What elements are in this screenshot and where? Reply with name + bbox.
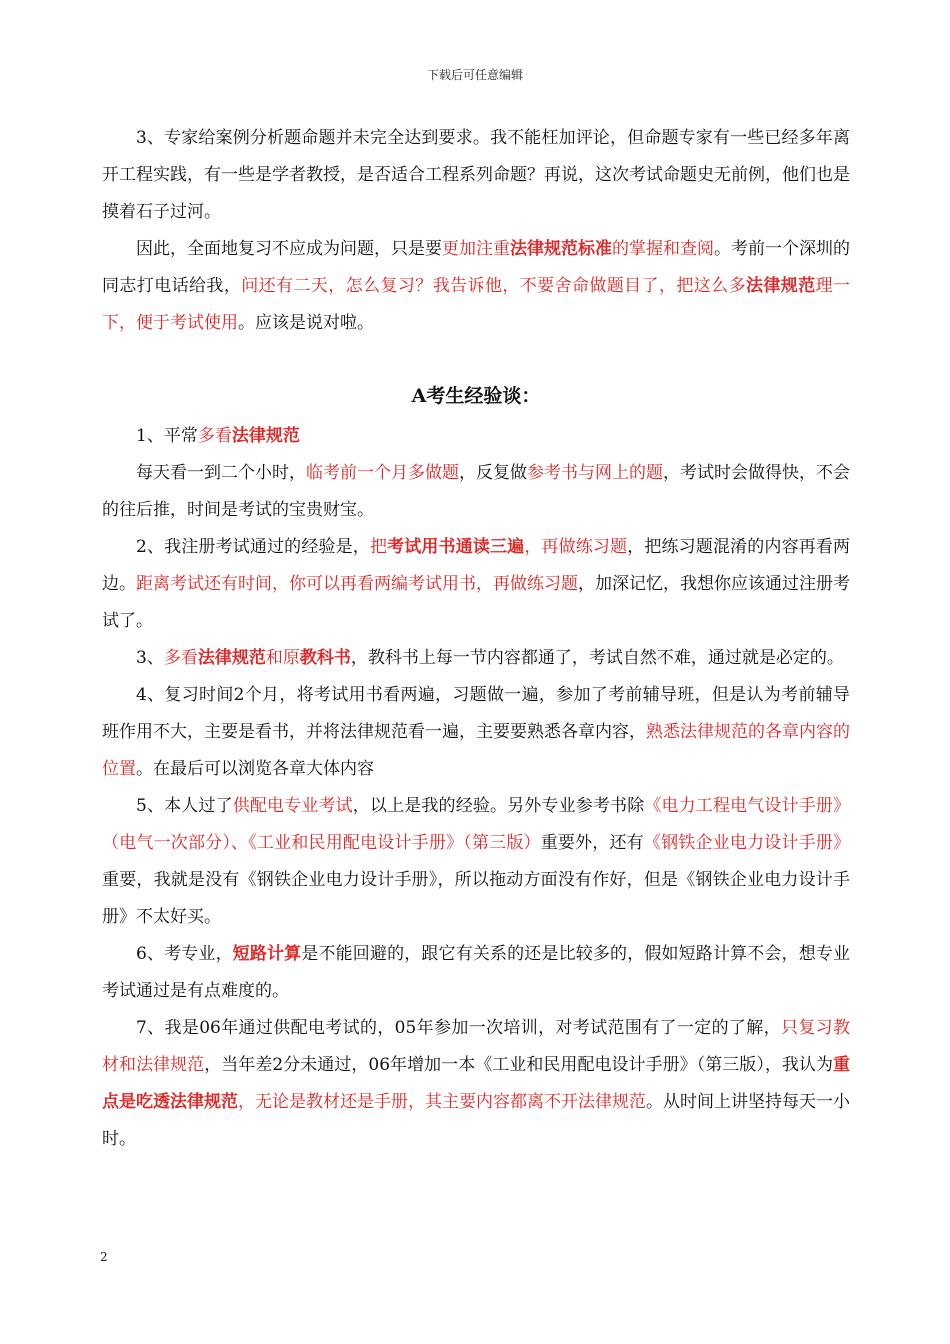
emphasis-text: 问还有二天，怎么复习？我告诉他，不要舍命做题目了，把这么多 <box>241 276 746 296</box>
text-run: ，反复做 <box>459 463 527 483</box>
emphasis-text: 多看 <box>163 648 198 668</box>
text-run: 因此，全面地复习不应成为问题，只是要 <box>136 239 442 259</box>
text-run: 5、本人过了 <box>136 796 233 816</box>
text-run: 6、考专业， <box>136 944 233 964</box>
paragraph <box>102 120 850 231</box>
emphasis-text: 理一下，便于考试使用 <box>102 276 851 333</box>
text-run: 重要外，还有 <box>540 833 644 853</box>
text-run: ，教科书上每一节内容都通了，考试自然不难，通过就是必定的。 <box>350 648 844 668</box>
text-run: 。在最后可以浏览各章大体内容 <box>136 759 374 779</box>
text-run: 4、复习时间2个月，将考试用书看两遍，习题做一遍，参加了考前辅导班，但是认为考前辅导班作用不大，主要是看书，并将法律规范看一遍，主要要熟悉各章内容， <box>102 685 850 742</box>
experience-item <box>102 1010 850 1158</box>
emphasis-text: 短路计算 <box>232 944 302 964</box>
emphasis-text: 法律规范 <box>231 426 300 446</box>
emphasis-text: 法律规范 <box>197 648 266 668</box>
emphasis-text: 把 <box>369 537 388 557</box>
text-run: 3、 <box>136 648 164 668</box>
text-run: 7、我是06年通过供配电考试的，05年参加一次培训，对考试范围有了一定的了解， <box>136 1018 781 1038</box>
text-run: ，加深记忆，我想你应该通过注册考试了。 <box>102 574 850 631</box>
experience-list <box>102 418 850 1158</box>
experience-item <box>102 677 850 788</box>
experience-item <box>102 455 850 529</box>
document-body <box>102 120 850 1158</box>
section-heading: A考生经验谈： <box>411 385 541 407</box>
emphasis-text: 和原 <box>265 648 300 668</box>
emphasis-text: 距离考试还有时间，你可以再看两编考试用书，再做练习题 <box>136 574 578 594</box>
text-run: 每天看一到二个小时， <box>136 463 306 483</box>
text-run: ，当年差2分未通过，06年增加一本《工业和民用配电设计手册》（第三版），我认为 <box>204 1055 834 1075</box>
emphasis-text: 熟悉法律规范的各章内容的位置 <box>102 722 850 779</box>
experience-item <box>102 418 850 455</box>
page-header: 下载后可任意编辑 <box>426 68 523 82</box>
emphasis-text: ，再做练习题 <box>524 537 628 557</box>
text-run: 是不能回避的，跟它有关系的还是比较多的，假如短路计算不会，想专业考试通过是有点难度的。 <box>102 944 851 1001</box>
text-run: 3、专家给案例分析题命题并未完全达到要求。我不能枉加评论，但命题专家有一些已经多年离开工程实践，有一些是学者教授，是否适合工程系列命题？再说，这次考试命题史无前例，他们也是摸着石子过河。 <box>102 128 850 222</box>
text-run: 重要，我就是没有《钢铁企业电力设计手册》，所以拖动方面没有作好，但是《钢铁企业电力设计手册》不太好买。 <box>102 870 850 927</box>
emphasis-text: 考试用书通读三遍 <box>387 537 525 557</box>
experience-item <box>102 529 850 640</box>
emphasis-text: 参考书与网上的题 <box>527 463 663 483</box>
text-run: 1、平常 <box>136 426 198 446</box>
emphasis-text: 法律规范标准 <box>510 239 612 259</box>
emphasis-text: 教科书 <box>299 648 351 668</box>
emphasis-text: 《电力工程电气设计手册》（电气一次部分）、《工业和民用配电设计手册》（第三版） <box>102 796 851 853</box>
intro-section <box>102 120 850 342</box>
text-run: 。考前一个深圳的同志打电话给我， <box>102 239 850 296</box>
experience-item <box>102 788 850 936</box>
emphasis-text: 更加注重 <box>442 239 510 259</box>
emphasis-text: 《钢铁企业电力设计手册》 <box>643 833 851 853</box>
text-run: ，考试时会做得快，不会的往后推，时间是考试的宝贵财宝。 <box>102 463 850 520</box>
emphasis-text: 重点是吃透法律规范 <box>102 1055 851 1112</box>
emphasis-text: 临考前一个月多做题 <box>306 463 459 483</box>
page-number: 2 <box>100 1250 108 1264</box>
text-run: 2、我注册考试通过的经验是， <box>136 537 370 557</box>
emphasis-text: 只复习教材和法律规范 <box>102 1018 851 1075</box>
text-run: ，以上是我的经验。另外专业参考书除 <box>352 796 645 816</box>
emphasis-text: 法律规范 <box>746 276 816 296</box>
emphasis-text: 的掌握和查阅 <box>612 239 714 259</box>
emphasis-text: 供配电专业考试 <box>232 796 353 816</box>
experience-item <box>102 936 850 1010</box>
emphasis-text: ，无论是教材还是手册，其主要内容都离不开法律规范 <box>238 1092 646 1112</box>
text-run: ，把练习题混淆的内容再看两边。 <box>102 537 851 594</box>
paragraph <box>102 231 850 342</box>
text-run: 。从时间上讲坚持每天一小时。 <box>102 1092 850 1149</box>
emphasis-text: 多看 <box>197 426 232 446</box>
experience-item <box>102 640 850 677</box>
text-run: 。应该是说对啦。 <box>238 313 374 333</box>
